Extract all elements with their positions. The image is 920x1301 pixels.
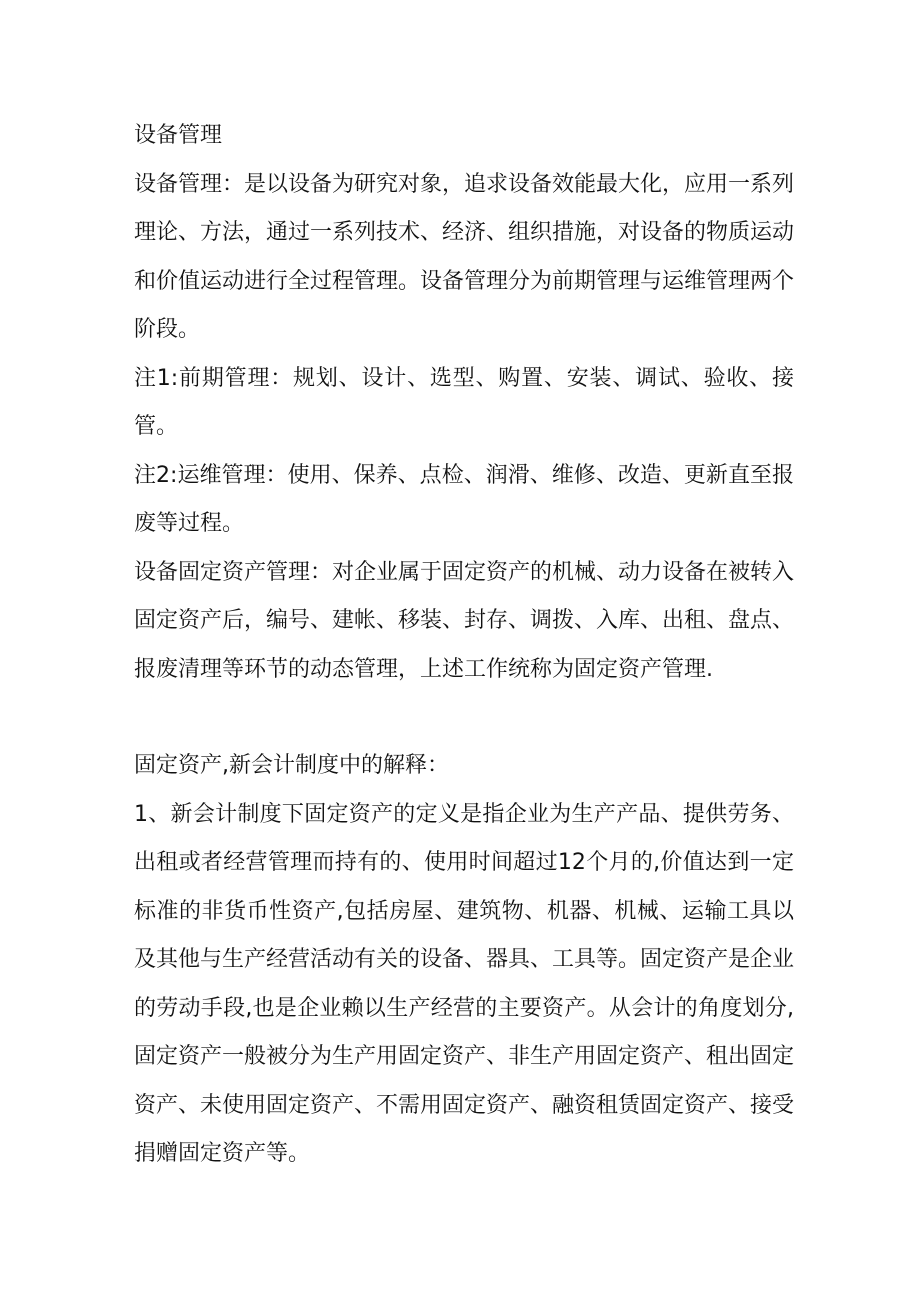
note-1-paragraph: 注1:前期管理：规划、设计、选型、购置、安装、调试、验收、接管。 xyxy=(134,365,794,439)
paragraph-spacer xyxy=(134,694,794,742)
section-heading: 固定资产,新会计制度中的解释： xyxy=(134,753,449,778)
document-body xyxy=(134,112,794,1179)
fixed-asset-definition-paragraph: 1、新会计制度下固定资产的定义是指企业为生产产品、提供劳务、出租或者经营管理而持有的、使用时间超过12个月的,价值达到一定标准的非货币性资产,包括房屋、建筑物、机器、机械、运输工具以及其他与生产经营活动有关的设备、器具、工具等。固定资产是企业的劳动手段,也是企业赖以生产经营的主要资产。从会计的角度划分,固定资产一般被分为生产用固定资产、非生产用固定资产、租出固定资产、未使用固定资产、不需用固定资产、融资租赁固定资产、接受捐赠固定资产等。 xyxy=(134,801,795,1166)
document-title: 设备管理 xyxy=(134,123,223,148)
note-2-paragraph: 注2:运维管理：使用、保养、点检、润滑、维修、改造、更新直至报废等过程。 xyxy=(134,462,794,536)
definition-paragraph: 设备管理：是以设备为研究对象，追求设备效能最大化，应用一系列理论、方法，通过一系列技术、经济、组织措施，对设备的物质运动和价值运动进行全过程管理。设备管理分为前期管理与运维管理两个阶段。 xyxy=(134,171,795,342)
fixed-asset-management-paragraph: 设备固定资产管理：对企业属于固定资产的机械、动力设备在被转入固定资产后，编号、建帐、移装、封存、调拨、入库、出租、盘点、报废清理等环节的动态管理，上述工作统称为固定资产管理. xyxy=(134,559,795,682)
